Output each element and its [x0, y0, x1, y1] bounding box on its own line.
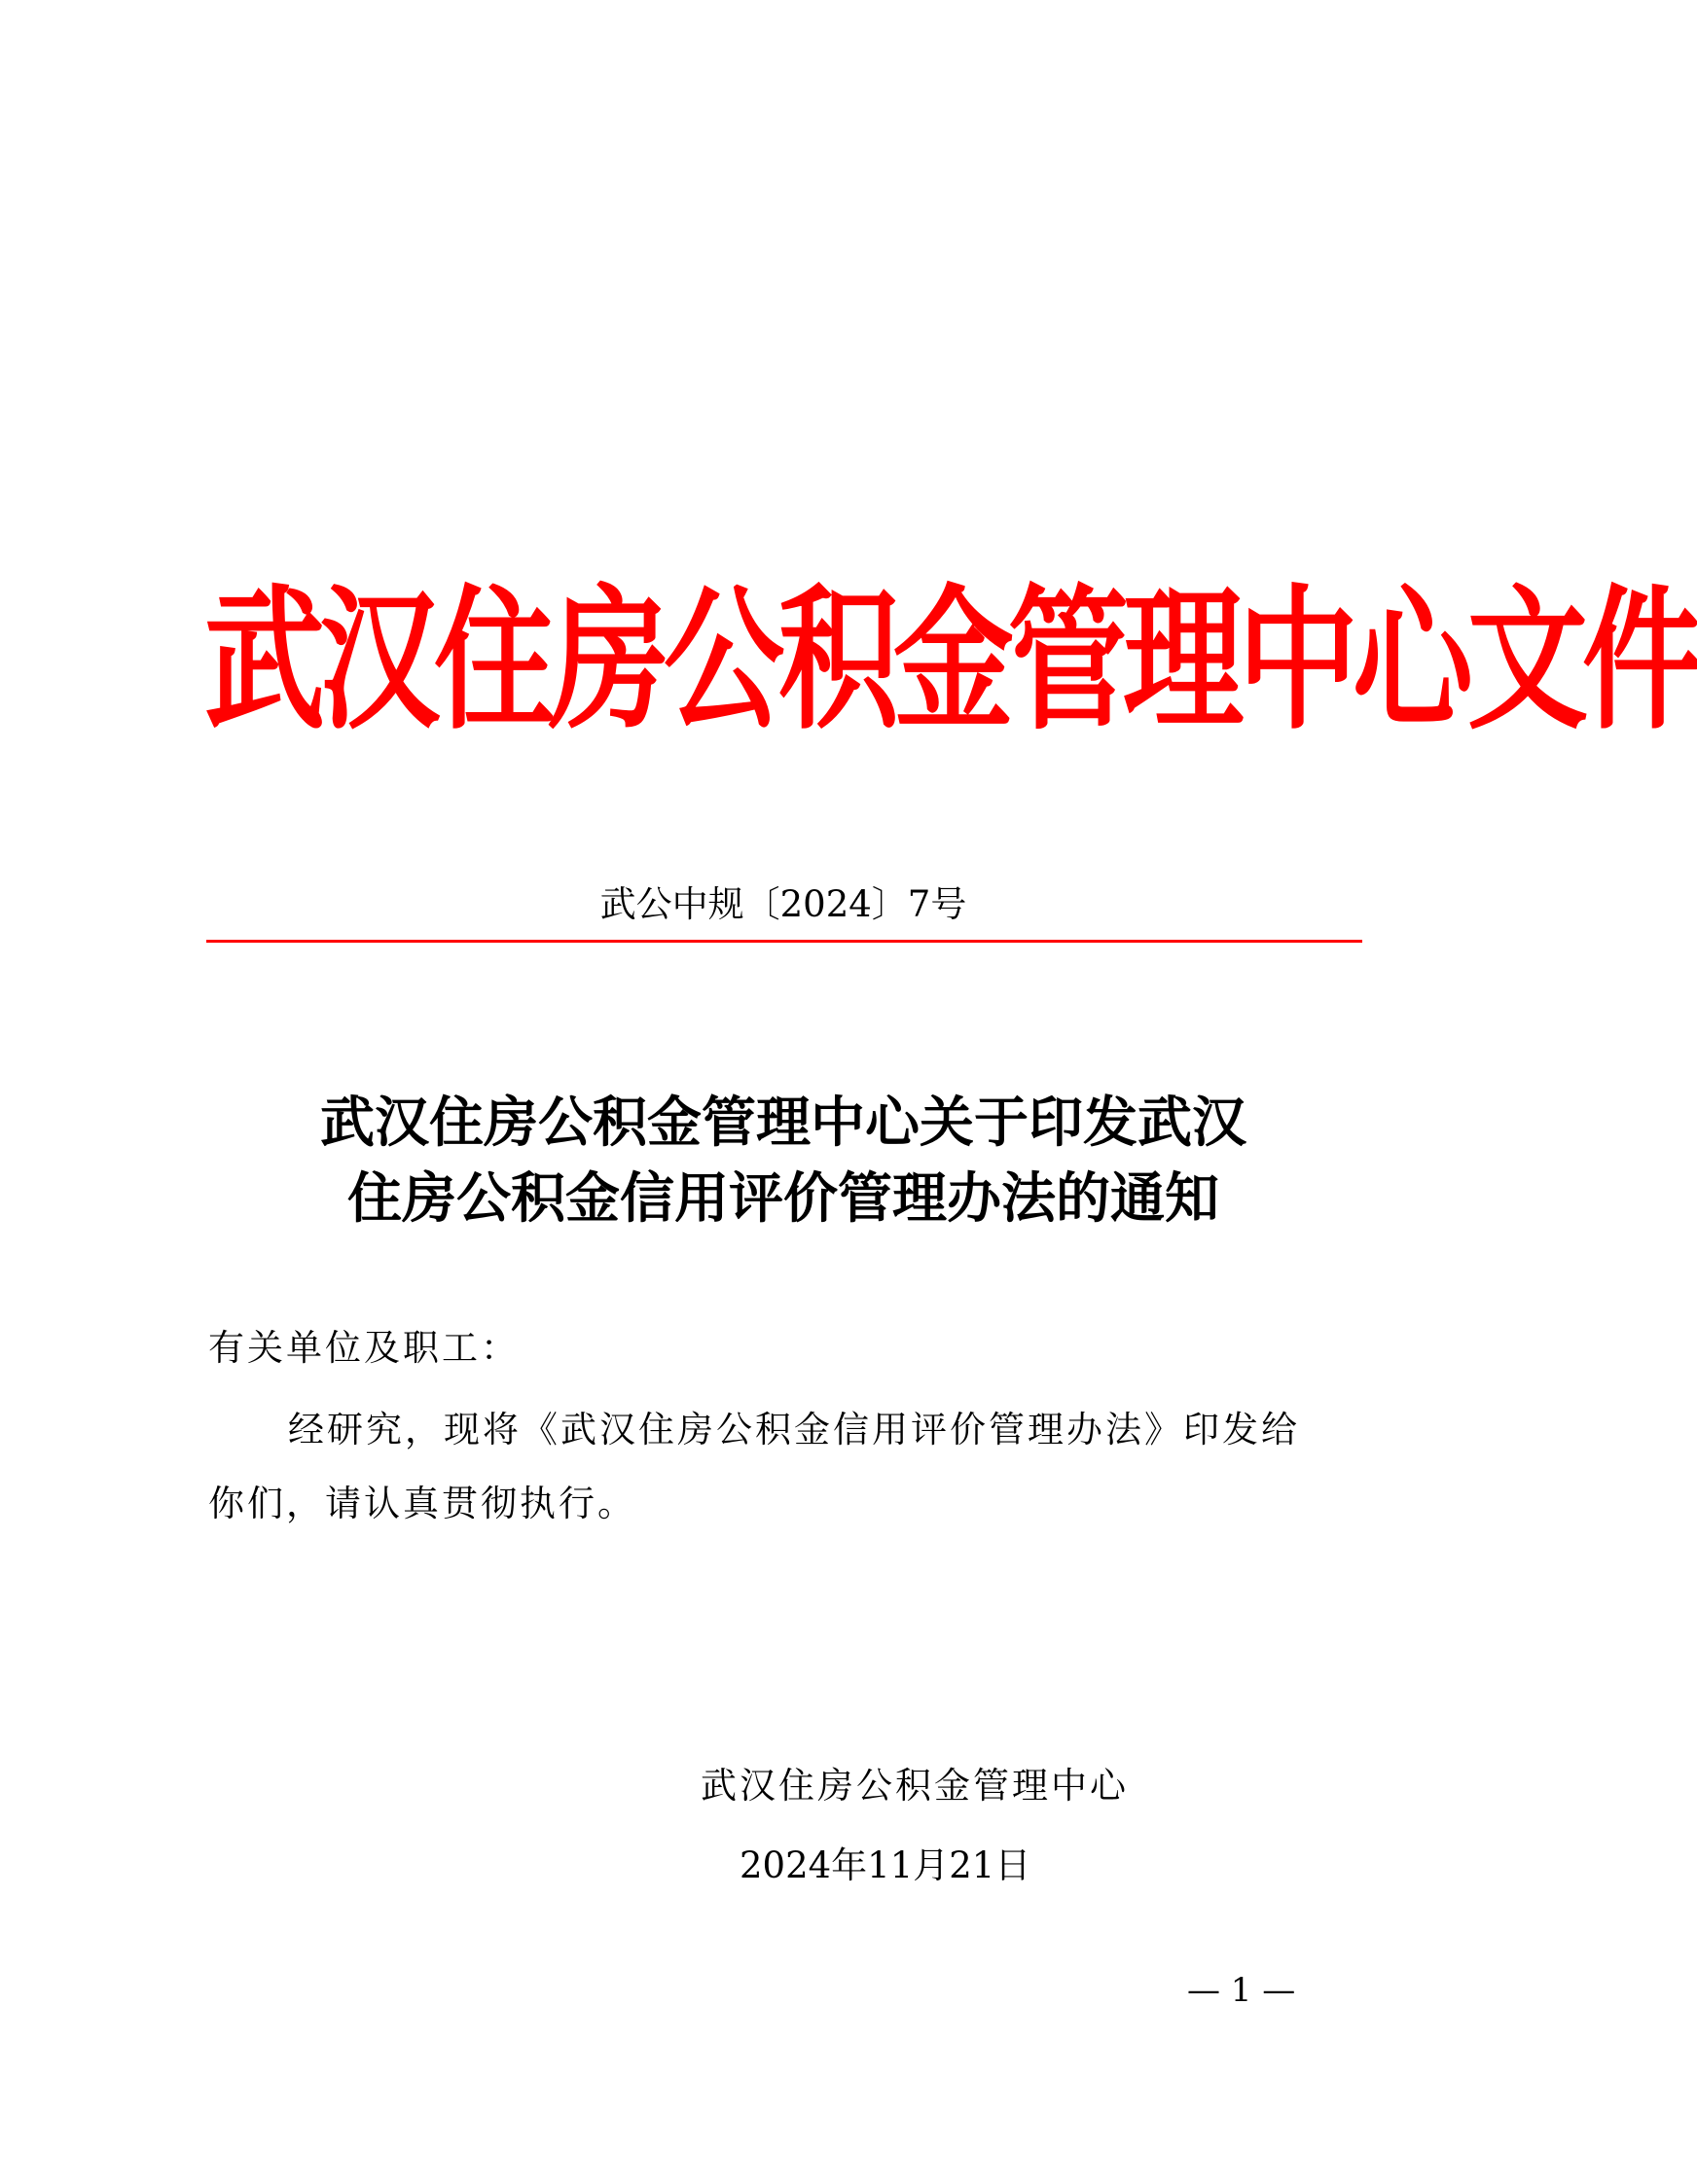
notice-title-line-2: 住房公积金信用评价管理办法的通知 — [347, 1166, 1219, 1231]
body-line-1: 经研究，现将《武汉住房公积金信用评价管理办法》印发给 — [288, 1409, 1300, 1450]
red-divider-line — [206, 940, 1362, 943]
notice-title — [204, 1085, 1362, 1236]
page-number: — 1 — — [1187, 1971, 1296, 2010]
body-paragraph — [208, 1393, 1356, 1541]
notice-title-line-1: 武汉住房公积金管理中心关于印发武汉 — [320, 1091, 1246, 1155]
issuer-signature: 武汉住房公积金管理中心 — [701, 1765, 1129, 1807]
body-line-2: 你们，请认真贯彻执行。 — [208, 1483, 636, 1524]
issue-date: 2024年11月21日 — [740, 1844, 1031, 1886]
document-number: 武公中规〔2024〕7号 — [599, 883, 967, 925]
salutation: 有关单位及职工： — [208, 1327, 520, 1369]
red-masthead: 武汉住房公积金管理中心文件 — [204, 571, 1697, 752]
